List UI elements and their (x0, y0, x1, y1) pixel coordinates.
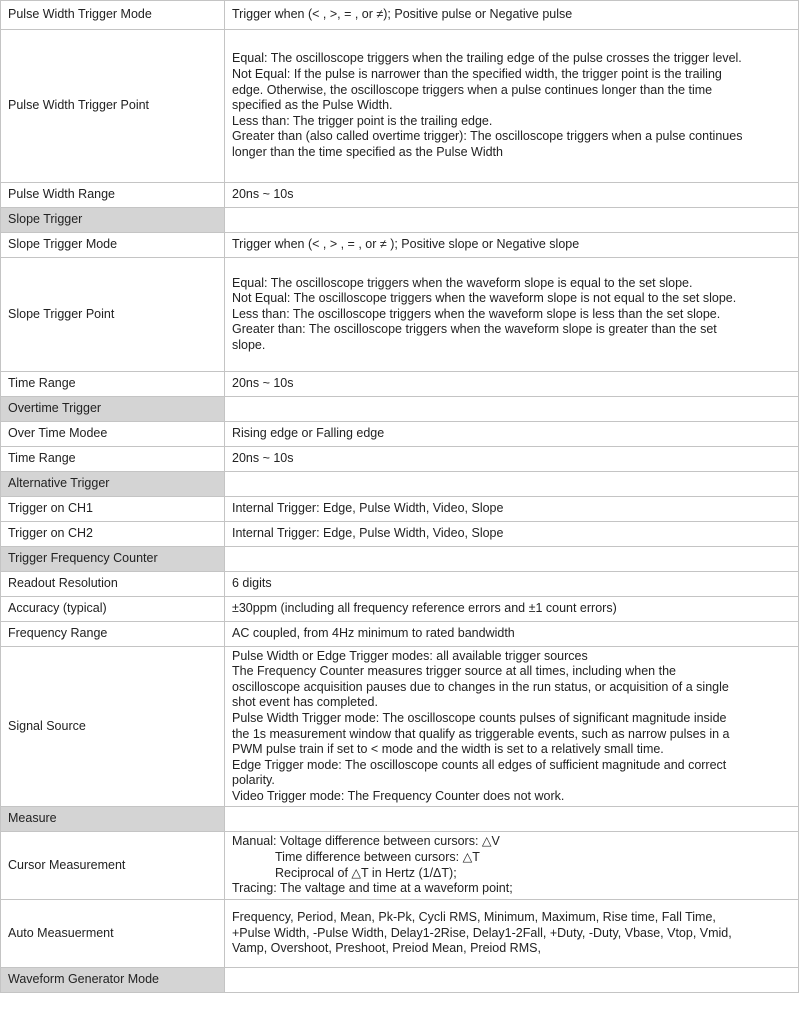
spec-row (1, 447, 799, 472)
spec-value (225, 647, 799, 807)
spec-value-line: Less than: The trigger point is the trailing edge. (232, 113, 493, 128)
spec-label: Pulse Width Trigger Mode (1, 1, 225, 30)
spec-value-line: Equal: The oscilloscope triggers when the trailing edge of the pulse crosses the trigger level. (232, 51, 742, 66)
spec-value (225, 807, 799, 832)
spec-value (225, 622, 799, 647)
spec-value (225, 372, 799, 397)
section-header-row (1, 807, 799, 832)
spec-value (225, 900, 799, 968)
spec-row (1, 572, 799, 597)
spec-value-line: Pulse Width Trigger mode: The oscilloscope counts pulses of significant magnitude inside (232, 710, 727, 725)
spec-value-line: Equal: The oscilloscope triggers when the waveform slope is equal to the set slope. (232, 275, 693, 290)
spec-row (1, 183, 799, 208)
spec-value (225, 1, 799, 30)
spec-value (225, 447, 799, 472)
spec-label: Pulse Width Trigger Point (1, 30, 225, 183)
spec-value (225, 522, 799, 547)
spec-value-line: 20ns ~ 10s (232, 376, 294, 391)
spec-value-line: Trigger when (< , >, = , or ≠); Positive pulse or Negative pulse (232, 7, 573, 22)
spec-value-line: +Pulse Width, -Pulse Width, Delay1-2Rise, Delay1-2Fall, +Duty, -Duty, Vbase, Vtop, Vmid, (232, 925, 732, 940)
spec-value-line: Vamp, Overshoot, Preshoot, Preiod Mean, Preiod RMS, (232, 941, 541, 956)
spec-value-line: the 1s measurement window that qualify as triggerable events, such as narrow pulses in a (232, 726, 730, 741)
spec-row (1, 258, 799, 372)
spec-value-line: Time difference between cursors: △T (275, 849, 480, 864)
spec-table-body (1, 1, 799, 993)
spec-value (225, 183, 799, 208)
section-header-row (1, 397, 799, 422)
spec-value-line: ±30ppm (including all frequency reference errors and ±1 count errors) (232, 601, 617, 616)
section-header-row (1, 968, 799, 993)
spec-value-line: longer than the time specified as the Pulse Width (232, 144, 503, 159)
spec-value-line: Edge Trigger mode: The oscilloscope counts all edges of sufficient magnitude and correct (232, 757, 727, 772)
spec-label: Readout Resolution (1, 572, 225, 597)
spec-value (225, 258, 799, 372)
spec-label: Accuracy (typical) (1, 597, 225, 622)
section-header-row (1, 472, 799, 497)
spec-label: Signal Source (1, 647, 225, 807)
section-title: Trigger Frequency Counter (1, 547, 225, 572)
spec-value (225, 597, 799, 622)
spec-value-line: Greater than (also called overtime trigger): The oscilloscope triggers when a pulse continues (232, 129, 743, 144)
spec-label: Cursor Measurement (1, 832, 225, 900)
spec-row (1, 622, 799, 647)
spec-value (225, 422, 799, 447)
section-title: Measure (1, 807, 225, 832)
spec-value-line: PWM pulse train if set to < mode and the width is set to a relatively small time. (232, 742, 664, 757)
spec-label: Slope Trigger Mode (1, 233, 225, 258)
spec-value-line: Manual: Voltage difference between cursors: △V (232, 834, 500, 849)
spec-value-line: Frequency, Period, Mean, Pk-Pk, Cycli RMS, Minimum, Maximum, Rise time, Fall Time, (232, 910, 716, 925)
spec-value-line: Not Equal: The oscilloscope triggers when the waveform slope is not equal to the set slope. (232, 291, 737, 306)
spec-value-line: specified as the Pulse Width. (232, 98, 393, 113)
spec-label: Time Range (1, 447, 225, 472)
spec-row (1, 497, 799, 522)
spec-value-line: Greater than: The oscilloscope triggers when the waveform slope is greater than the set (232, 322, 717, 337)
spec-value-line: slope. (232, 337, 266, 352)
spec-value (225, 497, 799, 522)
spec-value (225, 547, 799, 572)
spec-value-line: 20ns ~ 10s (232, 451, 294, 466)
spec-value (225, 572, 799, 597)
spec-value-line: AC coupled, from 4Hz minimum to rated bandwidth (232, 626, 515, 641)
spec-value-line: Trigger when (< , > , = , or ≠ ); Positive slope or Negative slope (232, 237, 580, 252)
spec-value-line: Internal Trigger: Edge, Pulse Width, Video, Slope (232, 526, 504, 541)
spec-label: Auto Measuerment (1, 900, 225, 968)
spec-value-line: Internal Trigger: Edge, Pulse Width, Video, Slope (232, 501, 504, 516)
spec-value-line: Less than: The oscilloscope triggers when the waveform slope is less than the set slope. (232, 306, 721, 321)
spec-value (225, 397, 799, 422)
spec-row (1, 522, 799, 547)
spec-label: Frequency Range (1, 622, 225, 647)
spec-row (1, 597, 799, 622)
spec-value-line: The Frequency Counter measures trigger source at all times, including when the (232, 664, 676, 679)
spec-value-line: shot event has completed. (232, 695, 378, 710)
spec-row (1, 832, 799, 900)
spec-value-line: 6 digits (232, 576, 272, 591)
spec-value-line: edge. Otherwise, the oscilloscope triggers when a pulse continues longer than the time (232, 82, 713, 97)
spec-row (1, 900, 799, 968)
spec-value (225, 30, 799, 183)
spec-label: Over Time Modee (1, 422, 225, 447)
spec-row (1, 422, 799, 447)
spec-value (225, 968, 799, 993)
spec-label: Time Range (1, 372, 225, 397)
spec-label: Slope Trigger Point (1, 258, 225, 372)
spec-value (225, 208, 799, 233)
spec-value-line: Reciprocal of △T in Hertz (1/ΔT); (275, 865, 457, 880)
spec-row (1, 1, 799, 30)
spec-row (1, 647, 799, 807)
spec-row (1, 233, 799, 258)
section-header-row (1, 208, 799, 233)
spec-value-line: Not Equal: If the pulse is narrower than the specified width, the trigger point is the trailing (232, 67, 722, 82)
spec-label: Trigger on CH1 (1, 497, 225, 522)
spec-value-line: Pulse Width or Edge Trigger modes: all available trigger sources (232, 648, 588, 663)
section-header-row (1, 547, 799, 572)
section-title: Overtime Trigger (1, 397, 225, 422)
section-title: Alternative Trigger (1, 472, 225, 497)
spec-value-line: oscilloscope acquisition pauses due to changes in the run status, or acquisition of a single (232, 679, 729, 694)
spec-value (225, 832, 799, 900)
spec-value-line: Tracing: The valtage and time at a waveform point; (232, 881, 513, 896)
spec-value-line: Video Trigger mode: The Frequency Counter does not work. (232, 788, 565, 803)
section-title: Slope Trigger (1, 208, 225, 233)
spec-value (225, 233, 799, 258)
spec-value-line: polarity. (232, 773, 275, 788)
spec-value-line: 20ns ~ 10s (232, 187, 294, 202)
spec-row (1, 372, 799, 397)
spec-label: Pulse Width Range (1, 183, 225, 208)
spec-label: Trigger on CH2 (1, 522, 225, 547)
section-title: Waveform Generator Mode (1, 968, 225, 993)
spec-row (1, 30, 799, 183)
spec-value-line: Rising edge or Falling edge (232, 426, 385, 441)
spec-value (225, 472, 799, 497)
